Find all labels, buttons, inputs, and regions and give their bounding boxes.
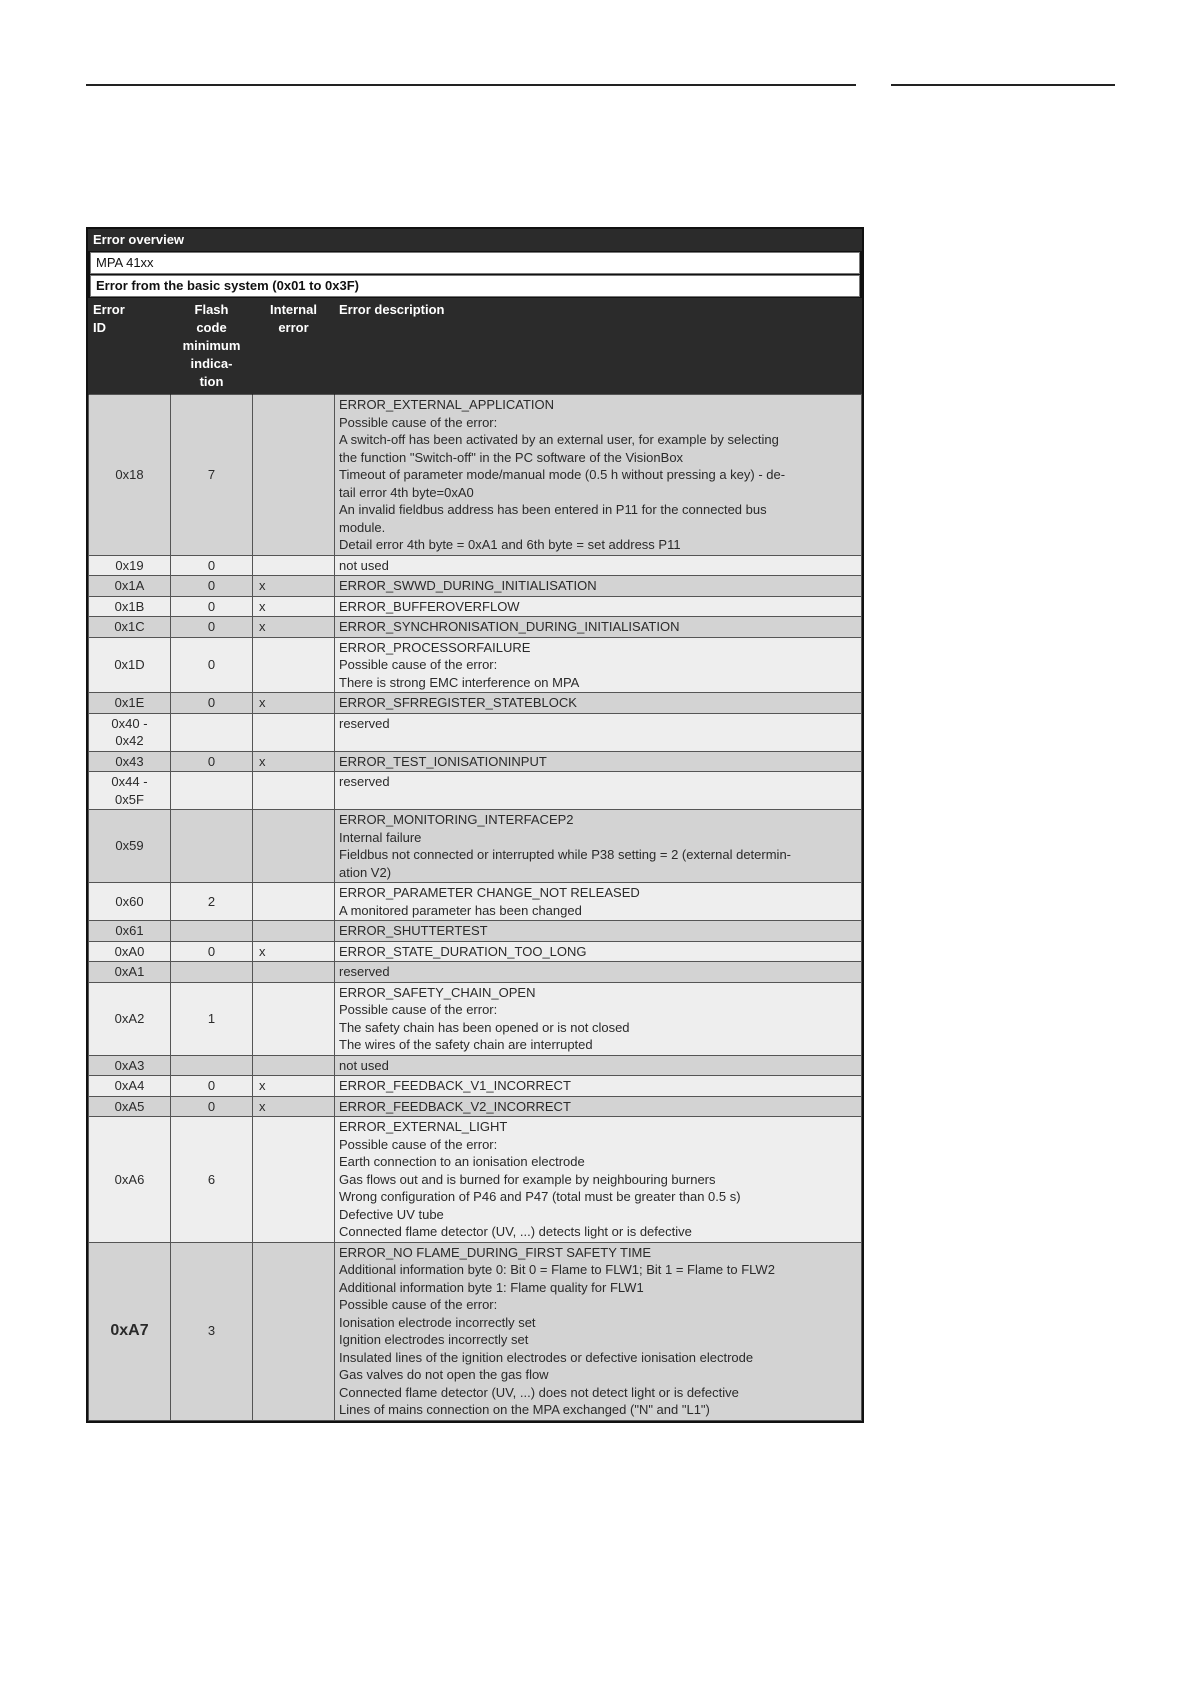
description-line — [339, 791, 857, 809]
error-id-cell — [89, 713, 171, 751]
table-row — [89, 1055, 862, 1076]
device-name: MPA 41xx — [90, 252, 860, 274]
error-id-cell — [89, 1117, 171, 1243]
header-rule-margin — [891, 84, 1115, 86]
error-id: 0x18 — [115, 467, 144, 482]
error-id-cell — [89, 617, 171, 638]
description-line: ERROR_NO FLAME_DURING_FIRST SAFETY TIME — [339, 1244, 652, 1260]
error-id-cell — [89, 962, 171, 983]
error-id: 0xA0 — [114, 943, 145, 959]
internal-error-cell — [253, 713, 335, 751]
error-id-cell — [89, 1076, 171, 1097]
error-id-cell — [89, 693, 171, 714]
description-line: Earth connection to an ionisation electrode — [339, 1154, 585, 1169]
table-row — [89, 555, 862, 576]
description-line: Ionisation electrode incorrectly set — [339, 1314, 536, 1330]
error-description-cell — [335, 1096, 862, 1117]
error-id: 0xA6 — [114, 1171, 145, 1187]
error-id: 0xA4 — [114, 1078, 145, 1093]
flash-code-cell: 0 — [171, 637, 253, 693]
error-description-cell — [335, 395, 862, 556]
error-description-cell — [335, 962, 862, 983]
internal-error-cell — [253, 637, 335, 693]
error-description-cell — [335, 982, 862, 1055]
table-row — [89, 637, 862, 693]
error-description-cell — [335, 576, 862, 597]
error-overview-table — [86, 227, 864, 1423]
description-line: Possible cause of the error: — [339, 657, 498, 672]
error-description-cell — [335, 921, 862, 942]
error-id: 0xA7 — [110, 1322, 149, 1340]
flash-code-cell: 0 — [171, 751, 253, 772]
header-line: tion — [199, 374, 224, 389]
internal-error-cell — [253, 810, 335, 883]
flash-code-cell: 1 — [171, 982, 253, 1055]
table-row — [89, 982, 862, 1055]
table-row — [89, 810, 862, 883]
description-line: ERROR_SFRREGISTER_STATEBLOCK — [339, 695, 577, 710]
error-id-cell — [89, 751, 171, 772]
error-id-cell — [89, 395, 171, 556]
error-description-cell — [335, 596, 862, 617]
description-line: ERROR_SYNCHRONISATION_DURING_INITIALISATION — [339, 619, 680, 634]
header-internal-error — [253, 298, 335, 395]
error-id: 0x44 - — [111, 774, 148, 789]
flash-code-cell: 7 — [171, 395, 253, 556]
description-line: reserved — [339, 774, 390, 789]
error-description-cell — [335, 637, 862, 693]
description-line: reserved — [339, 964, 390, 979]
description-line: Possible cause of the error: — [339, 414, 498, 430]
error-id-cell — [89, 883, 171, 921]
header-rule — [86, 84, 856, 86]
flash-code-cell — [171, 713, 253, 751]
description-line: Defective UV tube — [339, 1206, 444, 1222]
error-id: 0x5F — [115, 791, 144, 807]
error-id-cell — [89, 555, 171, 576]
description-line: ERROR_TEST_IONISATIONINPUT — [339, 753, 547, 769]
header-line: Error description — [339, 302, 445, 317]
header-line: Error — [93, 302, 125, 317]
description-line: A monitored parameter has been changed — [339, 902, 582, 918]
error-id: 0xA5 — [114, 1098, 145, 1114]
error-description-cell — [335, 772, 862, 810]
error-description-cell — [335, 1117, 862, 1243]
error-id: 0x1B — [114, 598, 145, 614]
description-line: Fieldbus not connected or interrupted while P38 setting = 2 (external determin- — [339, 847, 792, 862]
description-line: module. — [339, 519, 386, 535]
description-line: Gas valves do not open the gas flow — [339, 1367, 549, 1382]
table-row — [89, 693, 862, 714]
description-line: ERROR_FEEDBACK_V2_INCORRECT — [339, 1098, 571, 1114]
description-line: ERROR_SHUTTERTEST — [339, 923, 488, 938]
description-line: Detail error 4th byte = 0xA1 and 6th byte = set address P11 — [339, 537, 681, 552]
error-id-cell — [89, 1055, 171, 1076]
description-line: An invalid fieldbus address has been entered in P11 for the connected bus — [339, 502, 767, 517]
error-id-cell — [89, 921, 171, 942]
table-title: Error overview — [88, 229, 862, 251]
table-row — [89, 713, 862, 751]
internal-error-cell — [253, 772, 335, 810]
description-line: ation V2) — [339, 864, 392, 880]
internal-error-cell: x — [253, 941, 335, 962]
error-id: 0x43 — [115, 753, 144, 769]
error-description-cell — [335, 883, 862, 921]
error-id: 0x1C — [114, 619, 145, 634]
description-line: not used — [339, 1057, 389, 1073]
table-row — [89, 596, 862, 617]
table-row — [89, 772, 862, 810]
error-id: 0x1D — [114, 657, 145, 672]
table-row — [89, 941, 862, 962]
description-line: ERROR_FEEDBACK_V1_INCORRECT — [339, 1078, 571, 1093]
flash-code-cell: 0 — [171, 1096, 253, 1117]
description-line: ERROR_MONITORING_INTERFACEP2 — [339, 812, 574, 827]
flash-code-cell: 6 — [171, 1117, 253, 1243]
description-line: Internal failure — [339, 829, 422, 845]
internal-error-cell — [253, 1242, 335, 1420]
description-line: ERROR_EXTERNAL_APPLICATION — [339, 397, 555, 412]
error-table — [88, 298, 862, 1421]
table-body — [89, 395, 862, 1421]
internal-error-cell — [253, 883, 335, 921]
header-line: indica- — [190, 356, 233, 371]
table-subtitle: Error from the basic system (0x01 to 0x3F) — [90, 275, 860, 297]
description-line: Connected flame detector (UV, ...) does not detect light or is defective — [339, 1384, 739, 1400]
internal-error-cell: x — [253, 617, 335, 638]
error-id: 0xA1 — [114, 964, 145, 979]
internal-error-cell: x — [253, 596, 335, 617]
description-line: tail error 4th byte=0xA0 — [339, 484, 474, 500]
description-line: Wrong configuration of P46 and P47 (total must be greater than 0.5 s) — [339, 1189, 741, 1204]
error-id-cell — [89, 941, 171, 962]
error-id-cell — [89, 810, 171, 883]
error-id-cell — [89, 982, 171, 1055]
description-line: Lines of mains connection on the MPA exchanged ("N" and "L1") — [339, 1402, 710, 1417]
error-id: 0x59 — [115, 838, 144, 854]
table-row — [89, 883, 862, 921]
description-line: Additional information byte 1: Flame quality for FLW1 — [339, 1279, 644, 1295]
header-flash-code — [171, 298, 253, 395]
header-error-id — [89, 298, 171, 395]
table-row — [89, 1242, 862, 1420]
table-row — [89, 1076, 862, 1097]
error-id: 0x1E — [114, 695, 145, 710]
description-line: The wires of the safety chain are interrupted — [339, 1037, 593, 1052]
error-description-cell — [335, 1242, 862, 1420]
flash-code-cell: 3 — [171, 1242, 253, 1420]
internal-error-cell: x — [253, 1076, 335, 1097]
internal-error-cell — [253, 395, 335, 556]
flash-code-cell: 0 — [171, 555, 253, 576]
description-line: A switch-off has been activated by an external user, for example by selecting — [339, 432, 779, 447]
internal-error-cell — [253, 962, 335, 983]
description-line: There is strong EMC interference on MPA — [339, 674, 580, 690]
description-line: Connected flame detector (UV, ...) detects light or is defective — [339, 1224, 692, 1239]
flash-code-cell — [171, 772, 253, 810]
internal-error-cell: x — [253, 693, 335, 714]
header-line: minimum — [182, 338, 241, 353]
error-id-cell — [89, 596, 171, 617]
header-error-description — [335, 298, 862, 395]
table-header-row — [89, 298, 862, 395]
error-description-cell — [335, 713, 862, 751]
table-row — [89, 576, 862, 597]
description-line: ERROR_PROCESSORFAILURE — [339, 639, 531, 655]
internal-error-cell — [253, 1055, 335, 1076]
table-row — [89, 1096, 862, 1117]
internal-error-cell: x — [253, 576, 335, 597]
header-line: ID — [93, 320, 106, 335]
internal-error-cell: x — [253, 751, 335, 772]
description-line: Ignition electrodes incorrectly set — [339, 1332, 529, 1347]
description-line: Possible cause of the error: — [339, 1297, 498, 1312]
description-line: The safety chain has been opened or is not closed — [339, 1019, 630, 1035]
flash-code-cell — [171, 810, 253, 883]
error-id-cell — [89, 772, 171, 810]
description-line: ERROR_SWWD_DURING_INITIALISATION — [339, 578, 597, 593]
header-line: code — [196, 320, 227, 335]
error-id: 0xA2 — [114, 1010, 145, 1026]
description-line: Possible cause of the error: — [339, 1136, 498, 1152]
description-line: Additional information byte 0: Bit 0 = Flame to FLW1; Bit 1 = Flame to FLW2 — [339, 1262, 775, 1277]
table-row — [89, 751, 862, 772]
flash-code-cell: 0 — [171, 576, 253, 597]
description-line: Insulated lines of the ignition electrodes or defective ionisation electrode — [339, 1349, 754, 1365]
description-line: Possible cause of the error: — [339, 1002, 498, 1017]
internal-error-cell — [253, 982, 335, 1055]
flash-code-cell: 0 — [171, 617, 253, 638]
internal-error-cell — [253, 1117, 335, 1243]
error-id: 0xA3 — [114, 1057, 145, 1073]
error-id: 0x40 - — [111, 715, 148, 731]
error-id-cell — [89, 1096, 171, 1117]
header-line: Internal — [270, 302, 317, 317]
internal-error-cell — [253, 555, 335, 576]
error-id: 0x42 — [115, 733, 144, 748]
error-description-cell — [335, 555, 862, 576]
header-line: error — [278, 320, 309, 335]
description-line: Timeout of parameter mode/manual mode (0.5 h without pressing a key) - de- — [339, 467, 786, 482]
error-id-cell — [89, 1242, 171, 1420]
error-description-cell — [335, 941, 862, 962]
table-row — [89, 395, 862, 556]
error-id: 0x19 — [115, 557, 144, 573]
table-row — [89, 962, 862, 983]
internal-error-cell — [253, 921, 335, 942]
flash-code-cell — [171, 962, 253, 983]
internal-error-cell: x — [253, 1096, 335, 1117]
description-line: ERROR_SAFETY_CHAIN_OPEN — [339, 984, 536, 1000]
error-id: 0x61 — [115, 923, 144, 938]
flash-code-cell: 0 — [171, 1076, 253, 1097]
error-id: 0x1A — [114, 578, 145, 593]
description-line: ERROR_EXTERNAL_LIGHT — [339, 1119, 508, 1134]
flash-code-cell — [171, 921, 253, 942]
table-row — [89, 617, 862, 638]
table-row — [89, 1117, 862, 1243]
error-id: 0x60 — [115, 893, 144, 909]
description-line: ERROR_STATE_DURATION_TOO_LONG — [339, 943, 587, 959]
description-line: Gas flows out and is burned for example by neighbouring burners — [339, 1171, 716, 1187]
error-description-cell — [335, 1055, 862, 1076]
table-row — [89, 921, 862, 942]
header-line: Flash — [194, 302, 229, 317]
description-line: reserved — [339, 715, 390, 731]
error-id-cell — [89, 637, 171, 693]
description-line — [339, 732, 857, 750]
description-line: not used — [339, 557, 389, 573]
error-description-cell — [335, 751, 862, 772]
flash-code-cell: 0 — [171, 596, 253, 617]
flash-code-cell — [171, 1055, 253, 1076]
error-id-cell — [89, 576, 171, 597]
error-description-cell — [335, 1076, 862, 1097]
error-description-cell — [335, 693, 862, 714]
error-description-cell — [335, 617, 862, 638]
description-line: ERROR_PARAMETER CHANGE_NOT RELEASED — [339, 885, 640, 900]
flash-code-cell: 2 — [171, 883, 253, 921]
flash-code-cell: 0 — [171, 941, 253, 962]
description-line: the function "Switch-off" in the PC software of the VisionBox — [339, 449, 684, 465]
error-description-cell — [335, 810, 862, 883]
description-line: ERROR_BUFFEROVERFLOW — [339, 598, 520, 614]
flash-code-cell: 0 — [171, 693, 253, 714]
